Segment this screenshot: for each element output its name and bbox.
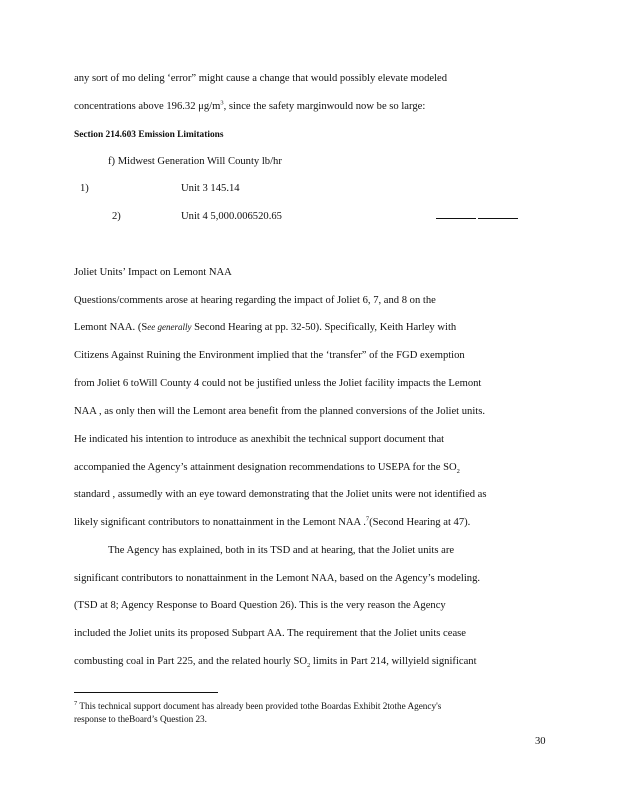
table-row-label: 1) [80, 183, 89, 194]
footnote-separator [74, 692, 218, 693]
footnote-text: This technical support document has already been provided tothe Boardas Exhibit 2tothe Agency's [77, 701, 442, 711]
paragraph-line [74, 656, 477, 670]
text-fragment: (Second Hearing at 47). [369, 517, 471, 528]
page-number: 30 [535, 736, 546, 747]
text-fragment: concentrations above 196.32 μg/m [74, 101, 221, 112]
section-heading: Joliet Units’ Impact on Lemont NAA [74, 267, 232, 278]
text-line: any sort of mo deling ‘error” might cause a change that would possibly elevate modeled [74, 73, 448, 84]
subscript: 2 [456, 468, 460, 476]
blank-line [478, 218, 518, 219]
paragraph-line: NAA , as only then will the Lemont area benefit from the planned conversions of the Joliet units. [74, 406, 485, 417]
paragraph-line: Citizens Against Ruining the Environment implied that the ‘transfer” of the FGD exemption [74, 350, 465, 361]
table-row: f) Midwest Generation Will County lb/hr [108, 156, 282, 167]
text-fragment: combusting coal in Part 225, and the related hourly SO [74, 656, 308, 667]
blank-line [436, 218, 476, 219]
paragraph-line: from Joliet 6 toWill County 4 could not be justified unless the Joliet facility impacts the Lemont [74, 378, 482, 389]
footnote-line [74, 701, 441, 711]
paragraph-line [74, 322, 456, 333]
paragraph-line: Questions/comments arose at hearing regarding the impact of Joliet 6, 7, and 8 on the [74, 295, 436, 306]
paragraph-line: (TSD at 8; Agency Response to Board Question 26). This is the very reason the Agency [74, 600, 446, 611]
paragraph-line: He indicated his intention to introduce as anexhibit the technical support document that [74, 434, 445, 445]
text-fragment: , since the safety marginwould now be so large: [223, 101, 426, 112]
table-row: Unit 3 145.14 [181, 183, 240, 194]
paragraph-line: standard , assumedly with an eye toward demonstrating that the Joliet units were not identified as [74, 489, 487, 500]
paragraph-line: included the Joliet units its proposed Subpart AA. The requirement that the Joliet units cease [74, 628, 466, 639]
footnote-marker: 7 [74, 699, 78, 707]
text-fragment: Second Hearing at pp. 32-50). Specifically, Keith Harley with [191, 322, 457, 333]
italic-text: ee generally [147, 322, 192, 332]
paragraph-line: significant contributors to nonattainment in the Lemont NAA, based on the Agency’s modeling. [74, 573, 481, 584]
text-fragment: limits in Part 214, willyield significant [310, 656, 477, 667]
paragraph-line [74, 517, 470, 528]
text-fragment: accompanied the Agency’s attainment designation recommendations to USEPA for the SO [74, 462, 457, 473]
text-fragment: likely significant contributors to nonattainment in the Lemont NAA . [74, 517, 366, 528]
paragraph-line: The Agency has explained, both in its TSD and at hearing, that the Joliet units are [108, 545, 455, 556]
footnote-line: response to theBoard’s Question 23. [74, 714, 207, 724]
paragraph-line [74, 462, 460, 476]
footnote-ref: 7 [365, 515, 370, 523]
superscript: 3 [220, 99, 224, 107]
table-row: Unit 4 5,000.006520.65 [181, 211, 282, 222]
text-fragment: Lemont NAA. (S [74, 322, 148, 333]
text-line [74, 101, 425, 112]
subscript: 2 [307, 662, 311, 670]
table-row-label: 2) [112, 211, 121, 222]
section-header: Section 214.603 Emission Limitations [74, 130, 224, 140]
